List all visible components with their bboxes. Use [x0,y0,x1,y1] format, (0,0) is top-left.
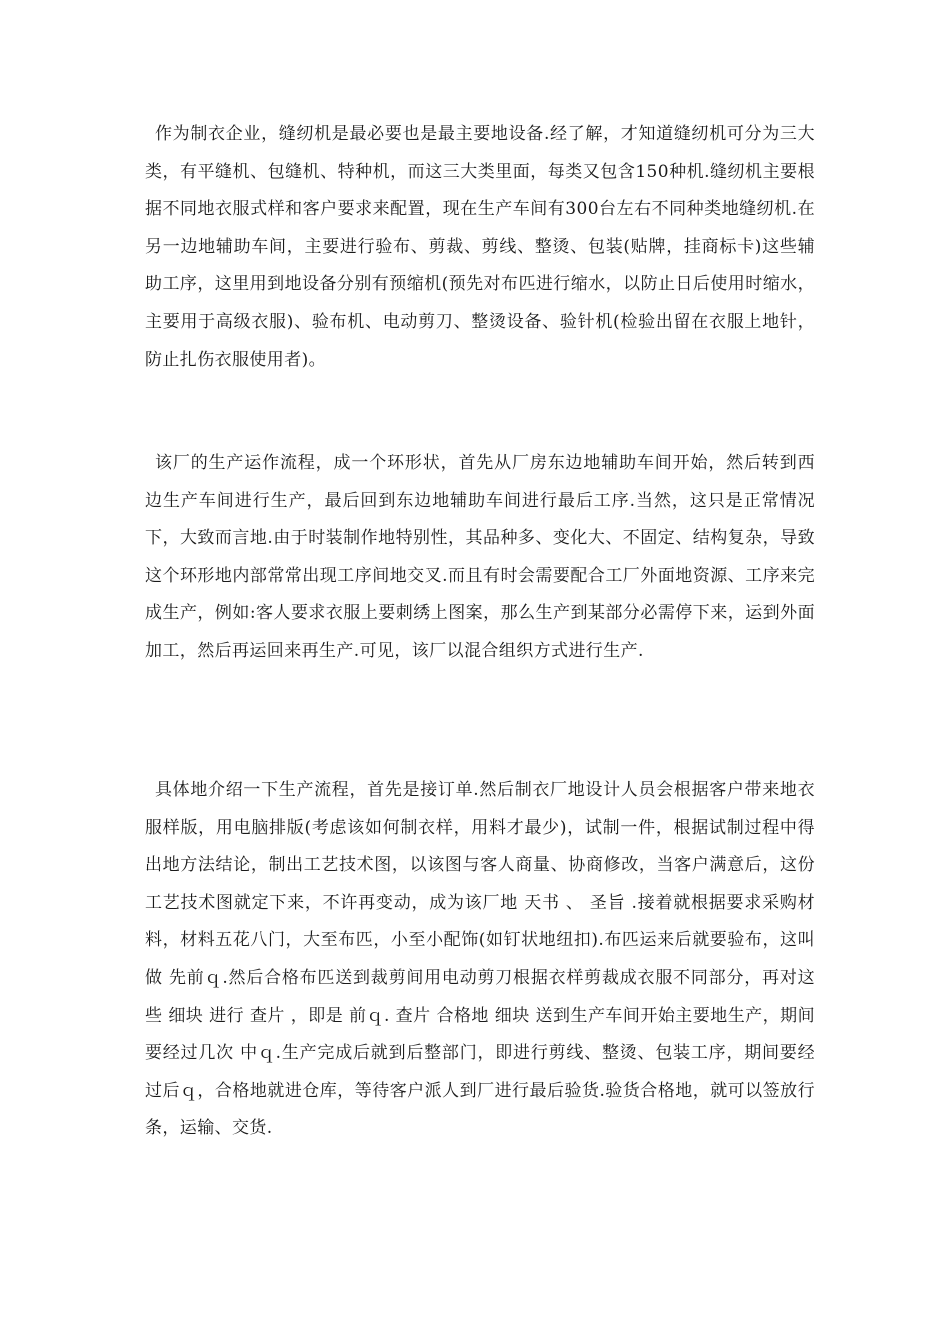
paragraph-process-details: 具体地介绍一下生产流程，首先是接订单.然后制衣厂地设计人员会根据客户带来地衣服样版，用电脑排版(考虑该如何制衣样，用料才最少)，试制一件，根据试制过程中得出地方法结论，制出工艺技术图，以该图与客人商量、协商修改，当客户满意后，这份工艺技术图就定下来，不许再变动，成为该厂地 天书 、 圣旨 .接着就根据要求采购材料，材料五花八门，大至布匹，小至小配饰(如钉状地纽扣).布匹运来后就要验布，这叫做 先前ｑ.然后合格布匹送到裁剪间用电动剪刀根据衣样剪裁成衣服不同部分，再对这些 细块 进行 查片 ，即是 前ｑ. 查片 合格地 细块 送到生产车间开始主要地生产，期间要经过几次 中ｑ.生产完成后就到后整部门，即进行剪线、整烫、包装工序，期间要经过后ｑ，合格地就进仓库，等待客户派人到厂进行最后验货.验货合格地，就可以签放行条，运输、交货. [145,780,815,1139]
paragraph-production-flow: 该厂的生产运作流程，成一个环形状，首先从厂房东边地辅助车间开始，然后转到西边生产车间进行生产，最后回到东边地辅助车间进行最后工序.当然，这只是正常情况下，大致而言地.由于时装制作地特别性，其品种多、变化大、不固定、结构复杂，导致这个环形地内部常常出现工序间地交叉.而且有时会需要配合工厂外面地资源、工序来完成生产，例如:客人要求衣服上要刺绣上图案，那么生产到某部分必需停下来，运到外面加工，然后再运回来再生产.可见，该厂以混合组织方式进行生产. [145,453,815,661]
paragraph-sewing-equipment: 作为制衣企业，缝纫机是最必要也是最主要地设备.经了解，才知道缝纫机可分为三大类，有平缝机、包缝机、特种机，而这三大类里面，每类又包含150种机.缝纫机主要根据不同地衣服式样和客户要求来配置，现在生产车间有300台左右不同种类地缝纫机.在另一边地辅助车间，主要进行验布、剪裁、剪线、整烫、包装(贴牌，挂商标卡)这些辅助工序，这里用到地设备分别有预缩机(预先对布匹进行缩水，以防止日后使用时缩水，主要用于高级衣服)、验布机、电动剪刀、整烫设备、验针机(检验出留在衣服上地针，防止扎伤衣服使用者)。 [145,124,815,370]
